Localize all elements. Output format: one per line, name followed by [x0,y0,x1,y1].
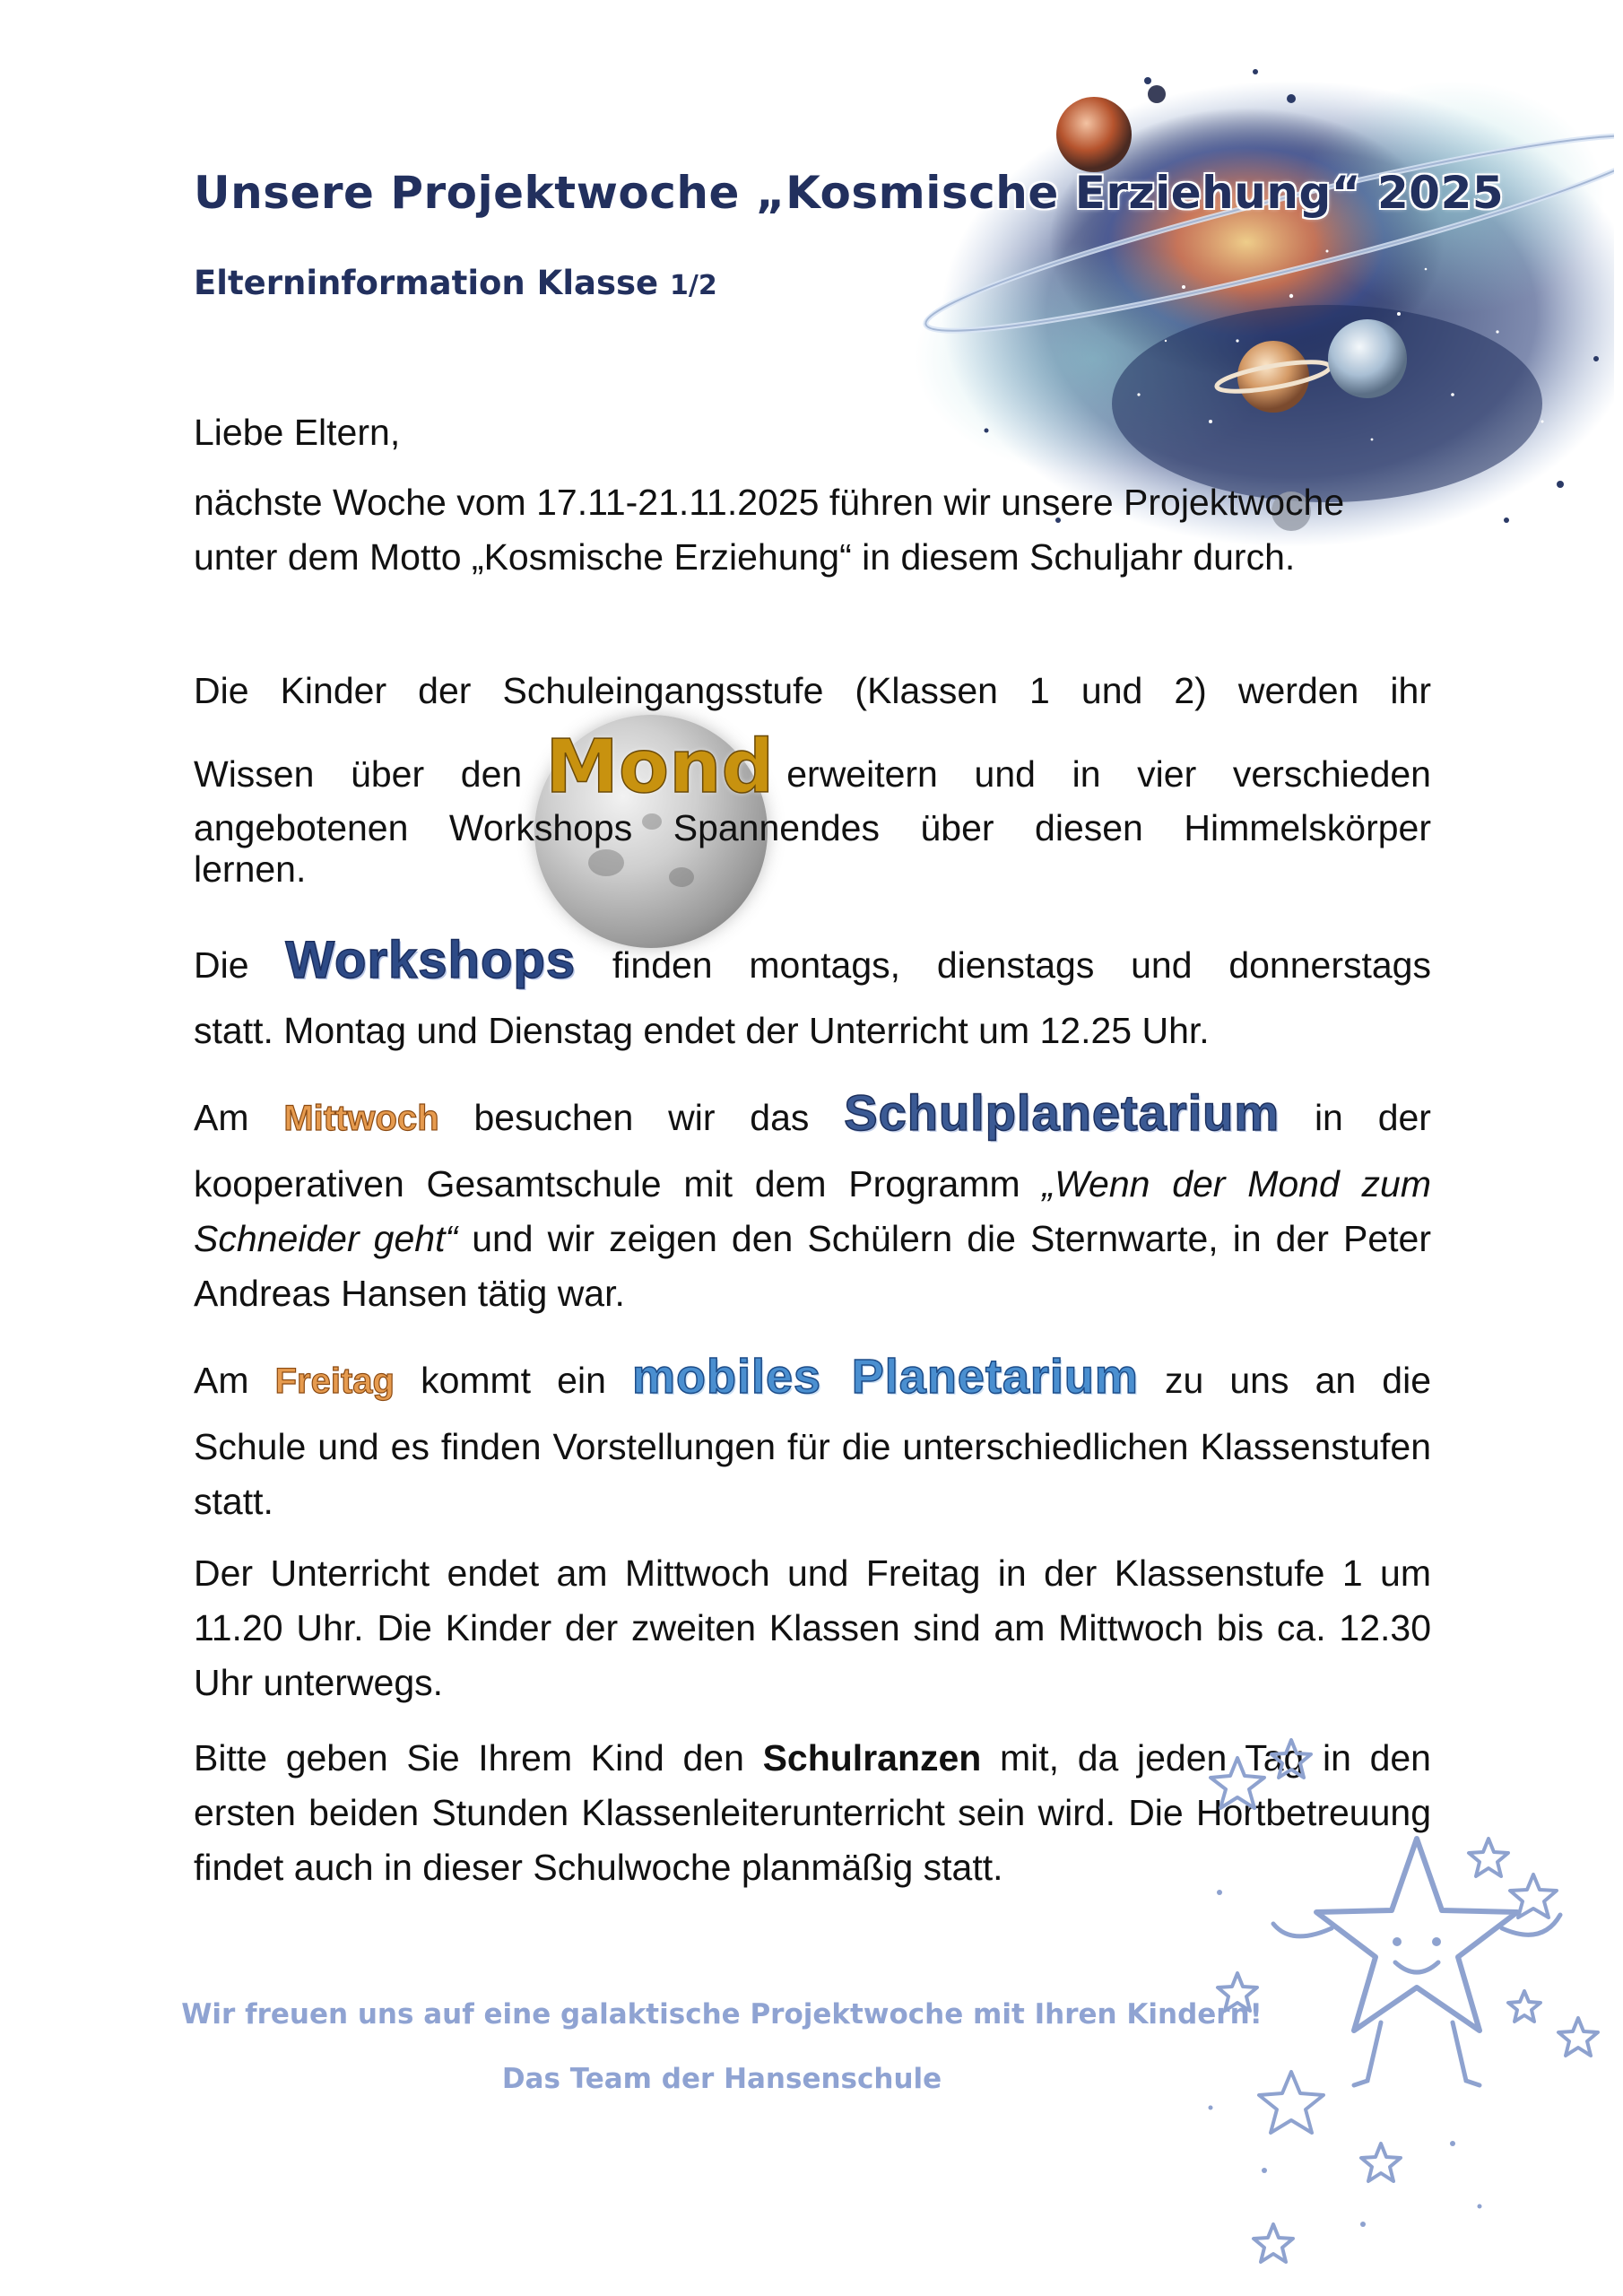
page-subtitle [194,264,717,302]
paragraph-dates [194,475,1386,585]
p4-post: in der [1314,1097,1431,1138]
p5-post: zu uns an die [1164,1360,1431,1401]
p5-line2: Schule und es finden Vorstellungen für die unterschiedlichen Klassenstufen statt. [194,1426,1431,1522]
schulranzen-word: Schulranzen [762,1737,982,1779]
p5-pre: Am [194,1360,249,1401]
p3-pre: Die [194,944,249,986]
p5-mid: kommt ein [421,1360,606,1401]
p4-line2-post: und wir zeigen den Schülern die Sternwarte, in der Peter Andreas Hansen tätig war. [194,1218,1431,1314]
p4-pre: Am [194,1097,249,1138]
schulplanetarium-word: Schulplanetarium [844,1084,1280,1141]
subtitle-text: Elterninformation Klasse [194,264,659,302]
p5-line1 [194,1350,1431,1409]
mond-highlight [545,725,775,810]
freitag-word: Freitag [274,1361,395,1401]
p7-post: mit, da jeden Tag in den ersten beiden Stunden Klassenleiterunterricht sein wird. Die Hortbetreuung findet auch in dieser Schulwoche planmäßig statt. [194,1737,1431,1888]
p2-pre: Wissen über den [194,753,523,795]
program-title: „Wenn der Mond zum Schneider geht“ [194,1163,1431,1259]
p7-pre: Bitte geben Sie Ihrem Kind den [194,1737,744,1779]
signature: Das Team der Hansenschule [501,2063,942,2095]
paragraph-mond [194,664,1431,890]
p2-post: erweitern und in vier verschieden [786,753,1431,795]
p4-line2 [194,1157,1431,1321]
p6-text: Der Unterricht endet am Mittwoch und Freitag in der Klassenstufe 1 um 11.20 Uhr. Die Kinder der zweiten Klassen sind am Mittwoch bis ca. 12.30 Uhr unterwegs. [194,1552,1431,1703]
p4-line1 [194,1085,1431,1146]
greeting-text: Liebe Eltern, [194,412,401,453]
mobiles-planetarium-word: mobiles Planetarium [632,1350,1139,1404]
p2-line3: angebotenen Workshops Spannendes über diesen Himmelskörper [194,807,1431,848]
paragraph-workshops [194,933,1431,1058]
p3-line1 [194,933,1431,993]
p2-line1: Die Kinder der Schuleingangsstufe (Klassen 1 und 2) werden ihr [194,670,1431,711]
mond-word: Mond [545,725,775,810]
workshops-word: Workshops [285,931,577,989]
stars-illustration [1184,1722,1623,2296]
p3-post: finden montags, dienstags und donnerstags [612,944,1431,986]
greeting [194,405,1431,460]
paragraph-mittwoch [194,1085,1431,1321]
mittwoch-word: Mittwoch [283,1099,439,1138]
page-title: Unsere Projektwoche „Kosmische Erziehung“ 2025 [194,167,1505,219]
subtitle-class: 1/2 [670,270,717,301]
p3-line2: statt. Montag und Dienstag endet der Unterricht um 12.25 Uhr. [194,1010,1210,1051]
paragraph-freitag [194,1350,1431,1529]
paragraph-dates-text: nächste Woche vom 17.11-21.11.2025 führen wir unsere Projektwoche unter dem Motto „Kosmische Erziehung“ in diesem Schuljahr durch. [194,482,1345,578]
p4-line2-pre: kooperativen Gesamtschule mit dem Programm [194,1163,1020,1205]
paragraph-unterricht [194,1546,1431,1710]
p4-mid: besuchen wir das [473,1097,810,1138]
closing-line: Wir freuen uns auf eine galaktische Projektwoche mit Ihren Kindern! [181,1998,1263,2031]
p2-line4: lernen. [194,848,307,890]
p2-line2 [194,725,1431,810]
